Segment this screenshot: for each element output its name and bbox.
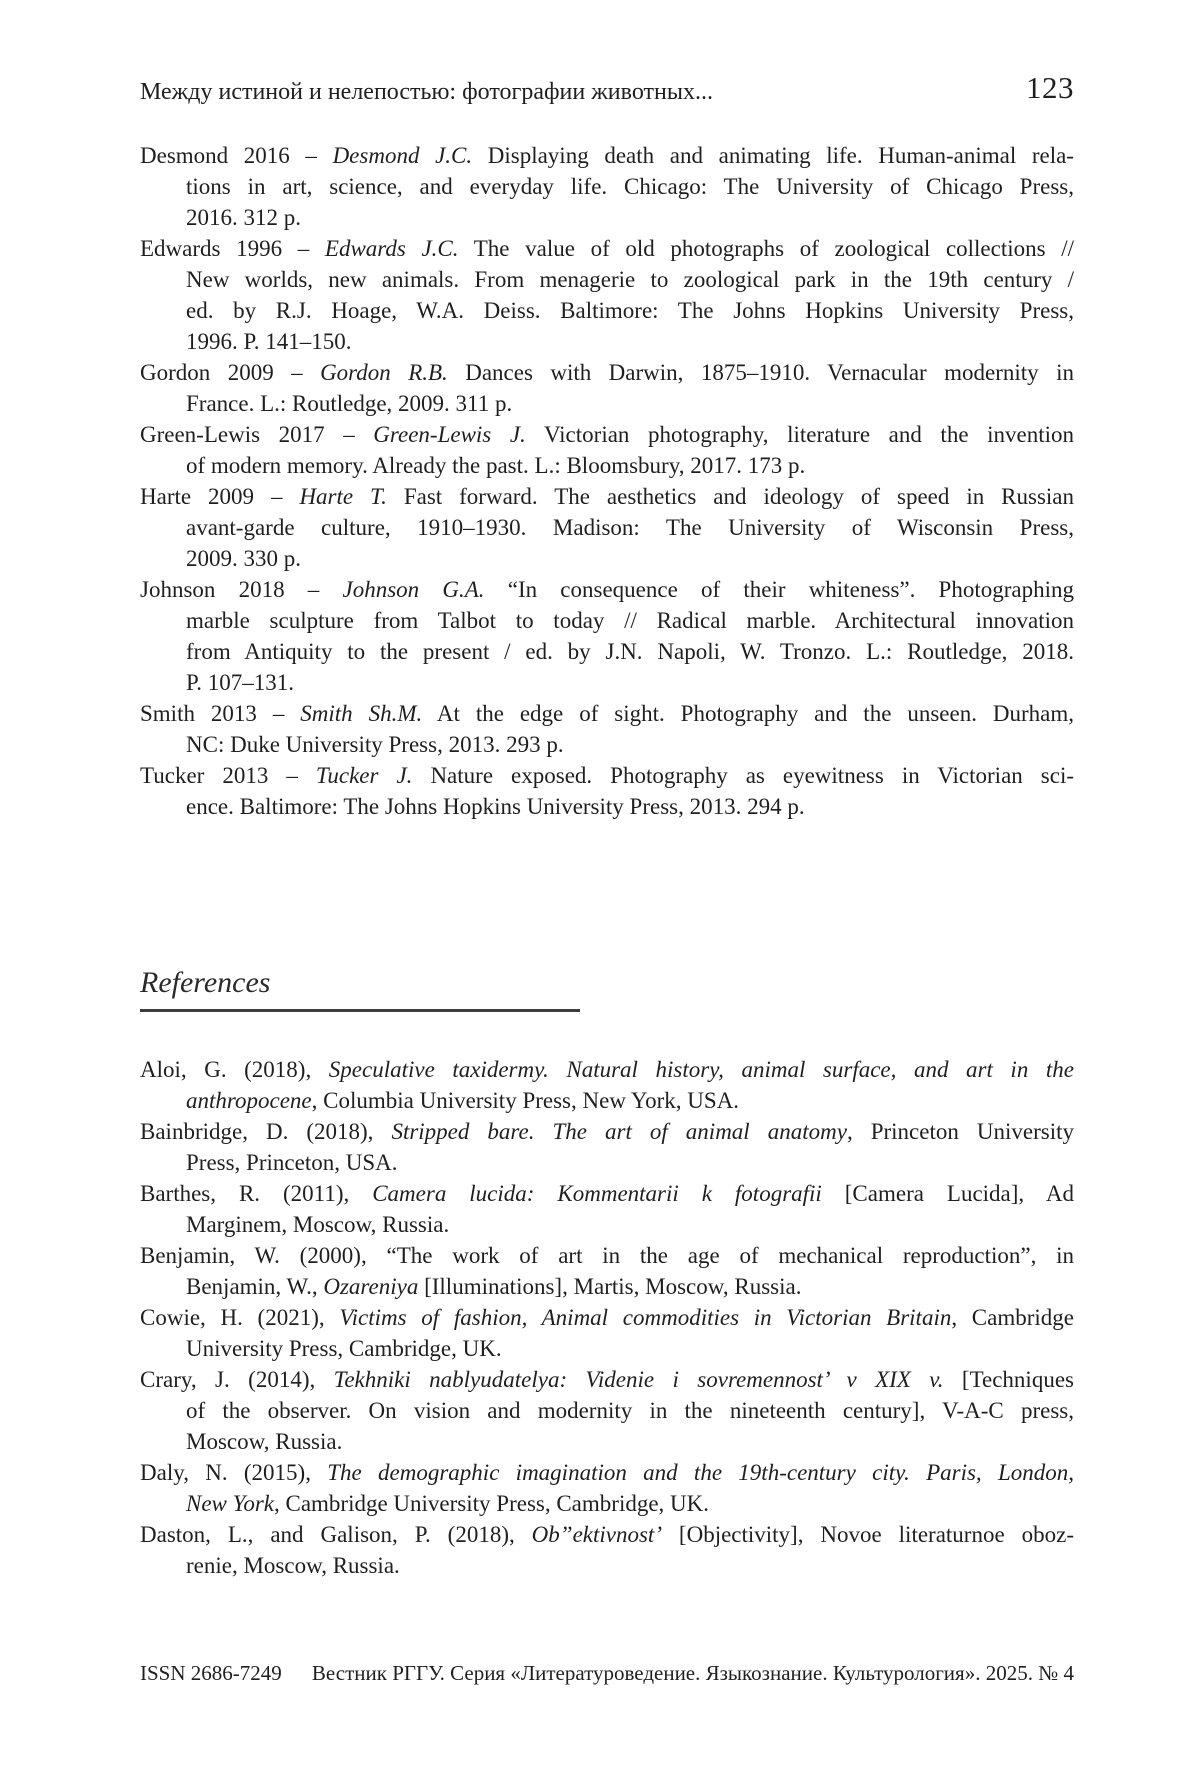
bibliography-entry xyxy=(140,419,1074,481)
entry-line: Edwards 1996 – Edwards J.C. The value of old photographs of zoological collections // xyxy=(140,236,1074,261)
entry-line: from Antiquity to the present / ed. by J.N. Napoli, W. Tronzo. L.: Routledge, 2018. xyxy=(186,639,1074,664)
bibliography-entry xyxy=(140,140,1074,233)
footer-journal: Вестник РГГУ. Серия «Литературоведение. Языкознание. Культурология». 2025. № 4 xyxy=(311,1661,1074,1685)
entry-line: Benjamin, W. (2000), “The work of art in the age of mechanical reproduction”, in xyxy=(140,1243,1074,1268)
references-heading-rule xyxy=(140,1009,580,1012)
running-header xyxy=(140,70,1074,106)
running-title: Между истиной и нелепостью: фотографии животных... xyxy=(140,79,713,105)
reference-entry xyxy=(140,1240,1074,1302)
entry-line: ence. Baltimore: The Johns Hopkins University Press, 2013. 294 p. xyxy=(186,794,805,819)
bibliography-entry xyxy=(140,760,1074,822)
entry-line: Press, Princeton, USA. xyxy=(186,1150,398,1175)
bibliography-entry xyxy=(140,233,1074,357)
references-section-header xyxy=(140,966,1074,1012)
entry-line: of modern memory. Already the past. L.: Bloomsbury, 2017. 173 p. xyxy=(186,453,806,478)
entry-line: renie, Moscow, Russia. xyxy=(186,1553,400,1578)
entry-line: Moscow, Russia. xyxy=(186,1429,343,1454)
entry-line: NC: Duke University Press, 2013. 293 p. xyxy=(186,732,564,757)
reference-entry xyxy=(140,1364,1074,1457)
entry-line: marble sculpture from Talbot to today // Radical marble. Architectural innovation xyxy=(186,608,1074,633)
entry-line: Daly, N. (2015), The demographic imagination and the 19th-century city. Paris, London, xyxy=(140,1460,1074,1485)
references-list xyxy=(140,1054,1074,1581)
bibliography-entry xyxy=(140,481,1074,574)
entry-line: P. 107–131. xyxy=(186,670,294,695)
references-heading: References xyxy=(140,966,271,999)
bibliography-entry xyxy=(140,357,1074,419)
entry-line: Bainbridge, D. (2018), Stripped bare. The art of animal anatomy, Princeton University xyxy=(140,1119,1074,1144)
entry-line: France. L.: Routledge, 2009. 311 p. xyxy=(186,391,513,416)
entry-line: Aloi, G. (2018), Speculative taxidermy. Natural history, animal surface, and art in the xyxy=(140,1057,1074,1082)
entry-line: Green-Lewis 2017 – Green-Lewis J. Victorian photography, literature and the invention xyxy=(140,422,1074,447)
entry-line: Gordon 2009 – Gordon R.B. Dances with Darwin, 1875–1910. Vernacular modernity in xyxy=(140,360,1074,385)
entry-line: Crary, J. (2014), Tekhniki nablyudatelya: Videnie i sovremennost’ v XIX v. [Techniques xyxy=(140,1367,1074,1392)
entry-line: Harte 2009 – Harte T. Fast forward. The aesthetics and ideology of speed in Russian xyxy=(140,484,1074,509)
entry-line: New York, Cambridge University Press, Cambridge, UK. xyxy=(186,1491,710,1516)
bibliography-entry xyxy=(140,698,1074,760)
entry-line: Tucker 2013 – Tucker J. Nature exposed. Photography as eyewitness in Victorian sci- xyxy=(140,763,1074,788)
reference-entry xyxy=(140,1054,1074,1116)
reference-entry xyxy=(140,1178,1074,1240)
page-number: 123 xyxy=(1026,70,1074,105)
entry-line: Desmond 2016 – Desmond J.C. Displaying death and animating life. Human-animal rela- xyxy=(140,143,1074,168)
reference-entry xyxy=(140,1116,1074,1178)
entry-line: Johnson 2018 – Johnson G.A. “In consequence of their whiteness”. Photographing xyxy=(140,577,1074,602)
entry-line: of the observer. On vision and modernity in the nineteenth century], V-A-C press, xyxy=(186,1398,1074,1423)
entry-line: Barthes, R. (2011), Camera lucida: Kommentarii k fotografii [Camera Lucida], Ad xyxy=(140,1181,1074,1206)
bibliography-list xyxy=(140,140,1074,822)
page-footer xyxy=(140,1661,1074,1686)
reference-entry xyxy=(140,1302,1074,1364)
entry-line: Cowie, H. (2021), Victims of fashion, Animal commodities in Victorian Britain, Cambridge xyxy=(140,1305,1074,1330)
entry-line: ed. by R.J. Hoage, W.A. Deiss. Baltimore: The Johns Hopkins University Press, xyxy=(186,298,1074,323)
entry-line: New worlds, new animals. From menagerie to zoological park in the 19th century / xyxy=(186,267,1074,292)
footer-issn: ISSN 2686-7249 xyxy=(140,1661,282,1685)
entry-line: 1996. P. 141–150. xyxy=(186,329,352,354)
entry-line: Daston, L., and Galison, P. (2018), Ob”ektivnost’ [Objectivity], Novoe literaturnoe oboz- xyxy=(140,1522,1074,1547)
reference-entry xyxy=(140,1457,1074,1519)
entry-line: Benjamin, W., Ozareniya [Illuminations], Martis, Moscow, Russia. xyxy=(186,1274,802,1299)
reference-entry xyxy=(140,1519,1074,1581)
entry-line: Marginem, Moscow, Russia. xyxy=(186,1212,450,1237)
entry-line: tions in art, science, and everyday life. Chicago: The University of Chicago Press, xyxy=(186,174,1074,199)
entry-line: anthropocene, Columbia University Press, New York, USA. xyxy=(186,1088,740,1113)
entry-line: avant-garde culture, 1910–1930. Madison: The University of Wisconsin Press, xyxy=(186,515,1074,540)
entry-line: 2009. 330 p. xyxy=(186,546,301,571)
entry-line: University Press, Cambridge, UK. xyxy=(186,1336,502,1361)
entry-line: Smith 2013 – Smith Sh.M. At the edge of sight. Photography and the unseen. Durham, xyxy=(140,701,1074,726)
entry-line: 2016. 312 p. xyxy=(186,205,301,230)
bibliography-entry xyxy=(140,574,1074,698)
